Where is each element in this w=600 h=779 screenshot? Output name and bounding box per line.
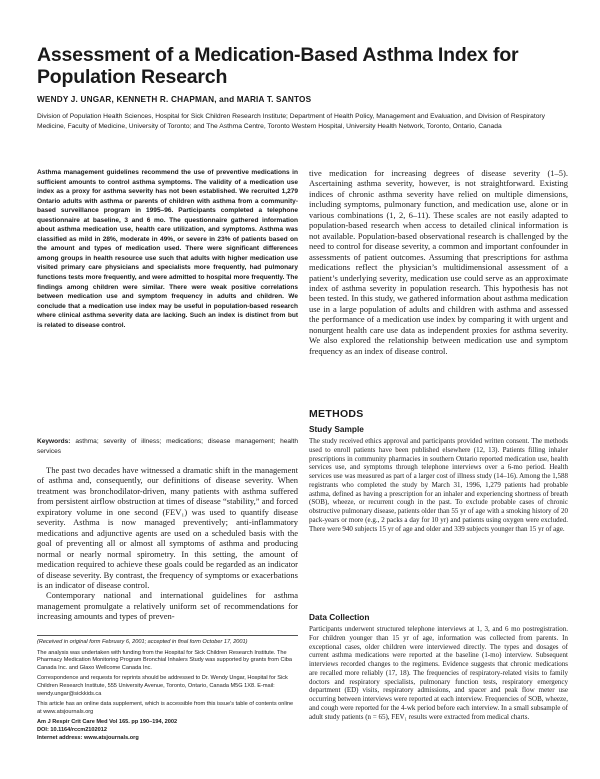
supplement-note: This article has an online data supplement, which is accessible from this issue’s table of contents online at www.atsjournals.org <box>37 701 294 715</box>
correspondence-note: Correspondence and requests for reprints should be addressed to Dr. Wendy Ungar, Hospital for Sick Children Research Institute, 555 University Avenue, Toronto, Ontario, Canada M5G 1X8. E-mail: wendy.ungar@sickkids.ca <box>37 675 288 697</box>
data-collection-text <box>309 625 568 721</box>
keywords <box>37 437 298 456</box>
intro-paragraph-2: Contemporary national and international guidelines for asthma management promulgate a relatively uniform set of recommendations for increasing amounts and types of preven- <box>37 590 298 622</box>
doi: DOI: 10.1164/rccm2102012 <box>37 726 107 733</box>
data-collection-paragraph: Participants underwent structured telephone interviews at 1, 3, and 6 mo postregistration. For children younger than 15 yr of age, information was collected from parents. In exceptional cases, older children were interviewed directly. The types and dosages of current asthma medications were reported at the baseline (1-mo) interview. Subsequent interviews recorded changes to the regimens. Evidence suggests that chronic medications are recalled more reliably (17, 18). The frequencies of respiratory-related visits to family doctors and respiratory specialists, pulmonary function tests, respiratory emergency department (ED) visits, respiratory admissions, and spacer and peak flow meter use occurring between interviews were reported at each interview. Frequencies of SOB, wheeze, and cough were reported for the 4-wk period before each interview. In a small subsample of adult study patients (n = 65), FEV₁ results were extracted from medical charts. <box>309 625 568 721</box>
author-list: WENDY J. UNGAR, KENNETH R. CHAPMAN, and MARIA T. SANTOS <box>37 95 312 104</box>
study-sample-heading: Study Sample <box>309 424 364 434</box>
intro-continued <box>309 168 568 356</box>
article-title: Assessment of a Medication-Based Asthma Index for Population Research <box>37 44 519 88</box>
methods-heading: METHODS <box>309 408 364 420</box>
journal-citation: Am J Respir Crit Care Med Vol 165. pp 190–194, 2002 <box>37 719 178 726</box>
footnotes <box>37 639 298 742</box>
internet-address: Internet address: www.atsjournals.org <box>37 734 139 741</box>
keywords-label: Keywords: <box>37 438 71 445</box>
study-sample-paragraph: The study received ethics approval and participants provided written consent. The methods used to enroll patients have been published elsewhere (12, 13). Patients filling inhaler prescriptions in community pharmacies in southern Ontario reported medication use, health services use, and symptoms through telephone interviews over a 6-mo period. Health services use was measured as part of a larger cost of illness study (14–16). Among the 1,588 registrants who completed the study by March 31, 1996, 1,279 patients had probable asthma, defined as having a prescription for an inhaler and experiencing shortness of breath (SOB), wheeze, or recurrent cough in the past. To exclude probable cases of chronic obstructive pulmonary disease, patients older than 55 yr of age with a smoking history of 20 pack-years or more (e.g., 2 packs a day for 10 yr) and patients using oxygen were excluded. There were 940 subjects 15 yr of age and older and 339 subjects younger than 15 yr of age. <box>309 437 568 533</box>
abstract: Asthma management guidelines recommend the use of preventive medications in sufficient amounts to control asthma symptoms. The validity of a medication use index as a proxy for asthma severity has not been established. We recruited 1,279 Ontario adults with asthma or parents of children with asthma from a community-based surveillance program in 1995–96. Participants completed a telephone questionnaire at baseline, 3 and 6 mo. The questionnaire gathered information about asthma medication use, health care utilization, and symptoms. Asthma was classified as mild in 28%, moderate in 49%, or severe in 23% of patients based on the amount and types of medication used. There were significant differences among groups in health resource use such that adults with higher medication use visited primary care physicians and specialists more frequently, had pulmonary functions tests more frequently, and were admitted to hospital more frequently. The findings among children were similar. There were weak positive correlations between medication use and symptom frequency in adults and children. We conclude that a medication use index may be useful in population-based research where clinical asthma severity data are lacking. Such an index is distinct from but is related to disease control. <box>37 169 298 329</box>
intro-paragraph-1: The past two decades have witnessed a dramatic shift in the management of asthma and, consequently, our definitions of disease severity. When treatment was bronchodilator-driven, many patients with asthma suffered from persistent airflow obstruction at times of disease “stability,” and forced expiratory volume in one second (FEV₁) was used to quantify disease severity. Asthma is now managed preventively; anti-inflammatory medications and adjunctive agents are used on a scheduled basis with the goal of preventing all or almost all symptoms of asthma and producing normal or nearly normal spirometry. In this setting, the amount of medication required to achieve these goals could be regarded as an indicator of disease severity. By contrast, the frequency of symptoms or exacerbations is an indicator of disease control. <box>37 465 298 590</box>
keywords-text: asthma; severity of illness; medications; disease management; health services <box>37 438 298 455</box>
footnote-divider <box>37 635 298 636</box>
introduction <box>37 465 298 622</box>
funding-note: The analysis was undertaken with funding from the Hospital for Sick Children Research Institute. The Pharmacy Medication Monitoring Program Bronchial Inhalers Study was supported by grants from Ciba Canada Inc. and Glaxo Wellcome Canada Inc. <box>37 649 292 671</box>
affiliations: Division of Population Health Sciences, Hospital for Sick Children Research Institute; Department of Health Policy, Management and Evaluation, and Division of Respiratory Medicine, Faculty of Medicine, University of Toronto; and The Asthma Centre, Toronto Western Hospital, University Health Network, Toronto, Ontario, Canada <box>37 113 546 130</box>
intro-continued-text: tive medication for increasing degrees of disease severity (1–5). Ascertaining asthma severity, however, is not straightforward. Existing indices of chronic asthma severity have relied on multiple dimensions, including symptoms, pulmonary function, and medication use, alone or in various combinations (1, 2, 6–11). These scales are not easily adapted to population-based research when access to detailed clinical information is not available. Population-based observational research is challenged by the need to control for disease severity, a common and important confounder in assessments of patient outcomes. Assuming that prescriptions for asthma medications reflect the physician’s multidimensional assessment of a patient’s underlying severity, medication use could serve as an approximate index of asthma severity in population research. This hypothesis has not been tested. In this study, we gathered information about asthma medication use in a large population of adults and children with asthma and assessed the performance of a medication use index by comparing it with urgent and nonurgent health care use data as independent proxies for asthma severity. We also explored the relationship between medication use and symptom frequency as an index of disease control. <box>309 168 568 356</box>
received-dates: (Received in original form February 6, 2001; accepted in final form October 17, 2001) <box>37 639 248 645</box>
study-sample-text <box>309 437 568 533</box>
data-collection-heading: Data Collection <box>309 612 370 622</box>
